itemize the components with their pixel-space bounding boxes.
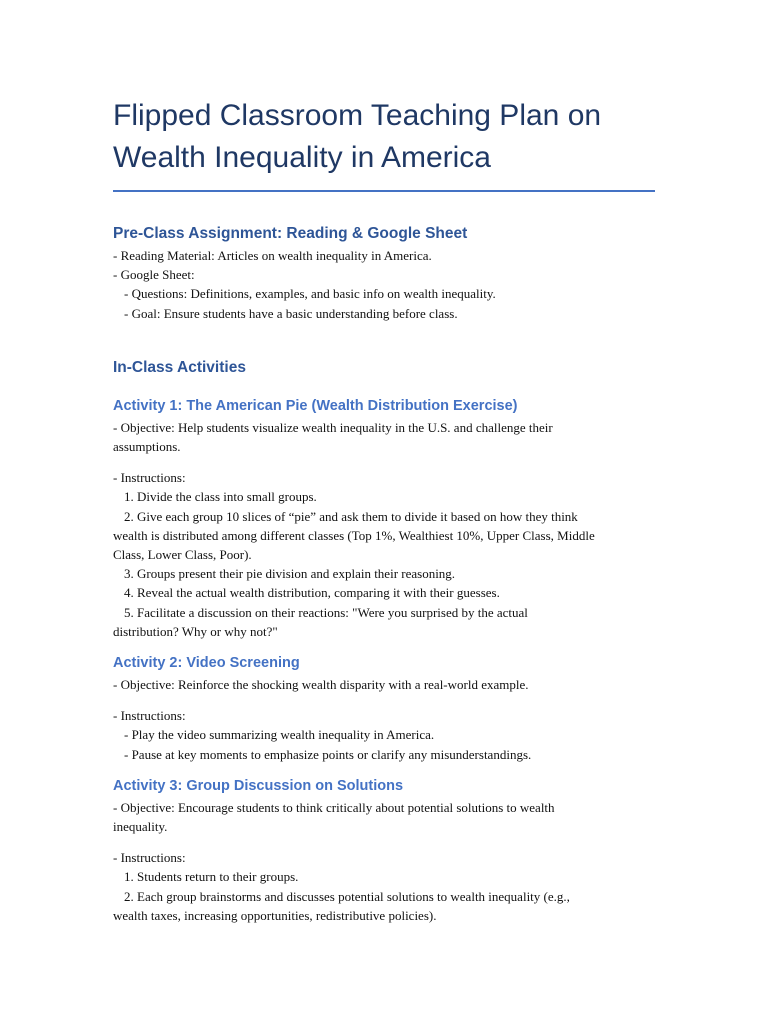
activity1-objective-line: assumptions. <box>113 439 181 455</box>
activity1-heading: Activity 1: The American Pie (Wealth Distribution Exercise) <box>113 397 518 414</box>
activity3-step: 2. Each group brainstorms and discusses potential solutions to wealth inequality (e.g., <box>124 888 570 904</box>
activity1-step: 2. Give each group 10 slices of “pie” and ask them to divide it based on how they think <box>124 508 578 524</box>
activity1-step-continued: distribution? Why or why not?" <box>113 623 278 639</box>
activity2-heading: Activity 2: Video Screening <box>113 655 300 672</box>
activity3-instructions-label: - Instructions: <box>113 850 186 866</box>
preclass-sheet-line: - Google Sheet: <box>113 267 195 283</box>
activity2-instructions-label: - Instructions: <box>113 708 186 724</box>
preclass-questions-line: - Questions: Definitions, examples, and basic info on wealth inequality. <box>124 286 496 302</box>
activity1-step-continued: wealth is distributed among different classes (Top 1%, Wealthiest 10%, Upper Class, Middle <box>113 527 595 543</box>
inclass-heading: In-Class Activities <box>113 358 246 376</box>
activity3-objective-line: - Objective: Encourage students to think critically about potential solutions to wealth <box>113 799 555 815</box>
preclass-goal-line: - Goal: Ensure students have a basic understanding before class. <box>124 305 458 321</box>
activity1-step: 4. Reveal the actual wealth distribution, comparing it with their guesses. <box>124 585 500 601</box>
activity1-step: 5. Facilitate a discussion on their reactions: "Were you surprised by the actual <box>124 604 528 620</box>
title-line-1: Flipped Classroom Teaching Plan on <box>113 99 602 132</box>
activity3-step-continued: wealth taxes, increasing opportunities, redistributive policies). <box>113 907 437 923</box>
activity2-objective-line: - Objective: Reinforce the shocking wealth disparity with a real-world example. <box>113 677 529 693</box>
activity1-instructions-label: - Instructions: <box>113 470 186 486</box>
title-line-2: Wealth Inequality in America <box>113 141 491 174</box>
activity2-step: - Pause at key moments to emphasize points or clarify any misunderstandings. <box>124 746 532 762</box>
page-title <box>113 95 658 179</box>
preclass-heading: Pre-Class Assignment: Reading & Google Sheet <box>113 225 468 242</box>
activity1-objective-line: - Objective: Help students visualize wealth inequality in the U.S. and challenge their <box>113 419 553 435</box>
activity3-step: 1. Students return to their groups. <box>124 869 299 885</box>
activity1-step-continued: Class, Lower Class, Poor). <box>113 547 252 563</box>
activity1-step: 3. Groups present their pie division and explain their reasoning. <box>124 566 456 582</box>
activity3-heading: Activity 3: Group Discussion on Solutions <box>113 777 404 794</box>
activity2-step: - Play the video summarizing wealth inequality in America. <box>124 727 435 743</box>
activity1-step: 1. Divide the class into small groups. <box>124 489 317 505</box>
activity3-objective-line: inequality. <box>113 819 168 835</box>
title-divider <box>113 190 655 192</box>
document-page <box>113 95 658 925</box>
preclass-reading-line: - Reading Material: Articles on wealth inequality in America. <box>113 248 432 263</box>
